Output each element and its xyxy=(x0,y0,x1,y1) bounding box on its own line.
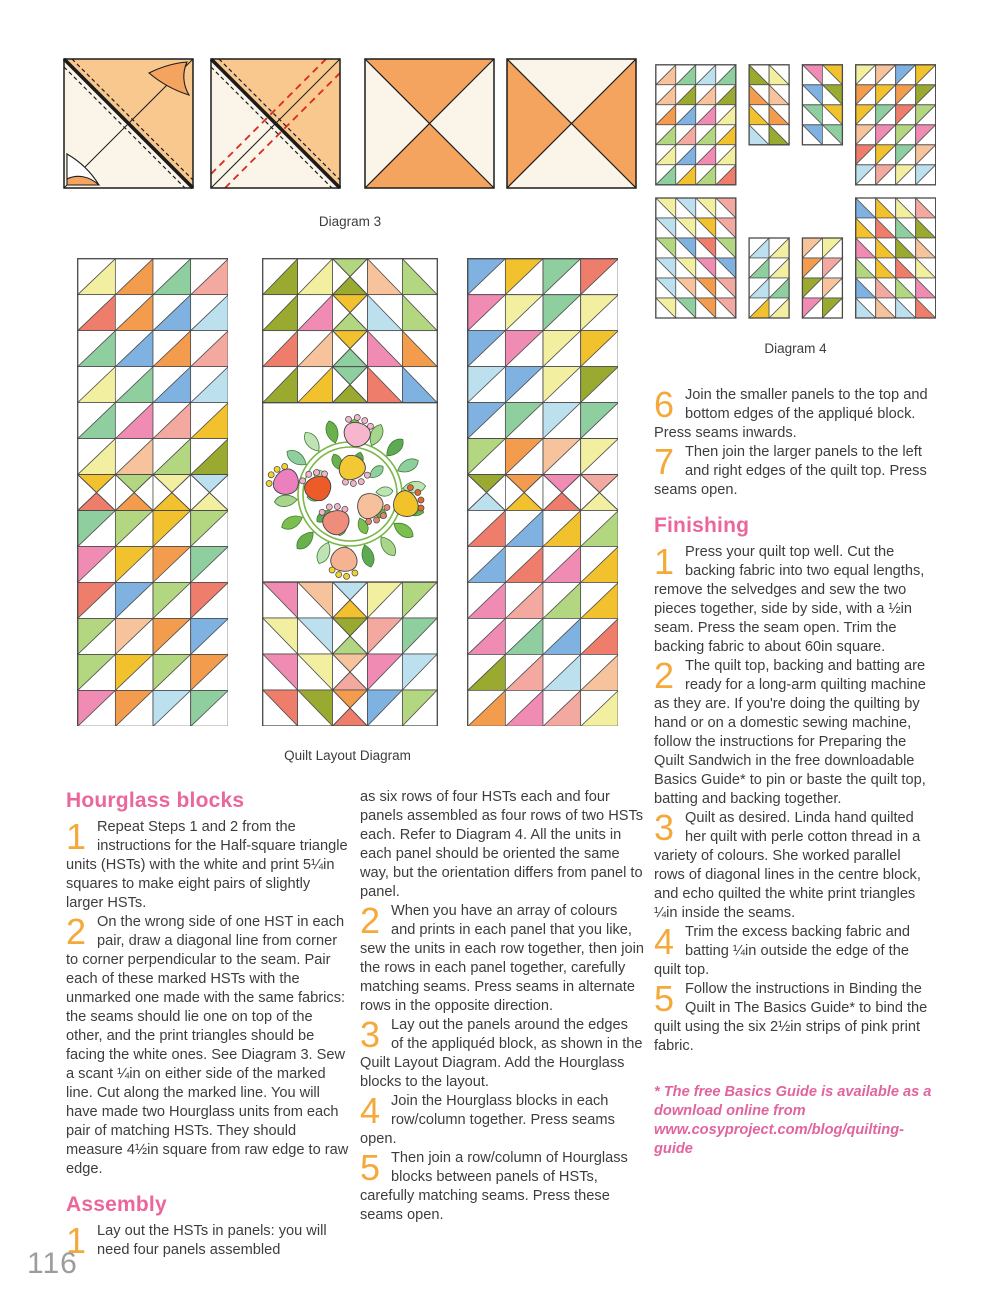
step-number: 7 xyxy=(654,441,675,482)
diagram4-panel-layout xyxy=(655,64,936,319)
instruction-step xyxy=(66,913,350,1179)
section-heading: Hourglass blocks xyxy=(66,789,245,812)
text-column-2 xyxy=(360,788,644,1225)
diagram3-caption: Diagram 3 xyxy=(318,214,382,229)
step-number: 2 xyxy=(654,655,675,696)
step-number: 1 xyxy=(66,816,87,857)
quilt-layout-middle-column xyxy=(262,258,438,726)
step-text: Then join the larger panels to the left and right edges of the quilt top. Press seams open. xyxy=(654,444,927,498)
step-text: Press your quilt top well. Cut the backing fabric into two equal lengths, remove the selvedges and sew the two pieces together, side by side, with a ½in seam. Press the seam open. Trim the backing fabric to about 60in square. xyxy=(654,544,925,655)
quilt-layout-left-column xyxy=(77,258,228,726)
instruction-step xyxy=(654,443,934,500)
step-number: 5 xyxy=(360,1147,381,1188)
step-text: Then join a row/column of Hourglass blocks between panels of HSTs, carefully matching seams. Press these seams open. xyxy=(360,1150,628,1223)
diagram4-panel-bottom-mid-left xyxy=(749,238,789,318)
text-column-3 xyxy=(654,386,934,1174)
instruction-step xyxy=(360,1016,644,1092)
quilt-layout-caption: Quilt Layout Diagram xyxy=(284,748,411,763)
instruction-step xyxy=(654,386,934,443)
step-number: 6 xyxy=(654,384,675,425)
diagram4-panel-top-mid-right xyxy=(802,65,842,145)
step-text: Join the smaller panels to the top and bottom edges of the appliqué block. Press seams inwards. xyxy=(654,387,928,441)
instruction-step xyxy=(66,818,350,913)
step-text: Lay out the HSTs in panels: you will need four panels assembled xyxy=(97,1223,327,1258)
quilt-side-panel xyxy=(78,259,228,726)
continued-paragraph: as six rows of four HSTs each and four panels assembled as four rows of two HSTs each. Refer to Diagram 4. All the units in each panel should be oriented the same way, but the orientation differs from panel to panel. xyxy=(360,789,644,900)
step-number: 2 xyxy=(66,911,87,952)
step-number: 3 xyxy=(654,807,675,848)
diagram4-panel-top-right xyxy=(856,65,936,185)
diagram3-hourglass-square-vertical xyxy=(364,58,495,189)
instruction-step xyxy=(654,980,934,1056)
instruction-step xyxy=(360,902,644,1016)
quilt-middle-bottom-panel xyxy=(263,582,438,726)
step-text: Lay out the panels around the edges of the appliquéd block, as shown in the Quilt Layout Diagram. Add the Hourglass blocks to the layout. xyxy=(360,1017,643,1090)
flower-berry-dot xyxy=(335,571,342,578)
step-text: Join the Hourglass blocks in each row/column together. Press seams open. xyxy=(360,1093,615,1147)
step-number: 1 xyxy=(654,541,675,582)
step-number: 1 xyxy=(66,1220,87,1261)
flower-berry-dot xyxy=(352,570,359,577)
step-text: On the wrong side of one HST in each pair, draw a diagonal line from corner to corner perpendicular to the seam. Pair each of these marked HSTs with the unmarked one made with the same fabrics: the seams should lie one on top of the other, and the print triangles should be facing the white ones. See Diagram 3. Sew a scant ¼in on either side of the marked line. Cut along the marked line. You will have made two Hourglass units from each pair of matching HSTs. They should measure 4½in square from raw edge to raw edge. xyxy=(66,914,349,1177)
step-number: 5 xyxy=(654,978,675,1019)
quilt-middle-top-panel xyxy=(263,259,438,403)
instruction-step xyxy=(654,657,934,809)
diagram3-folded-hst-square xyxy=(63,58,194,189)
text-column-1 xyxy=(66,788,350,1260)
step-text: Quilt as desired. Linda hand quilted her quilt with perle cotton thread in a variety of colours. She worked parallel rows of diagonal lines in the centre block, and echo quilted the white print triangles ¼in inside the seams. xyxy=(654,810,921,921)
section-heading: Assembly xyxy=(66,1193,167,1216)
step-text: Repeat Steps 1 and 2 from the instructions for the Half-square triangle units (HSTs) with the white and print 5¼in squares to make eight pairs of slightly larger HSTs. xyxy=(66,819,348,911)
page-number: 116 xyxy=(27,1247,78,1280)
step-number: 4 xyxy=(360,1090,381,1131)
diagram4-panel-bottom-left xyxy=(656,198,736,318)
footnote: * The free Basics Guide is available as a download online from www.cosyproject.com/blog/quilting-guide xyxy=(654,1084,932,1157)
diagram3-marked-hst-square xyxy=(210,58,341,189)
quilt-side-panel xyxy=(468,259,618,726)
step-text: Trim the excess backing fabric and batting ¼in outside the edge of the quilt top. xyxy=(654,924,910,978)
quilt-layout-right-column xyxy=(467,258,618,726)
applique-centre-block xyxy=(262,403,437,582)
instruction-step xyxy=(360,1149,644,1225)
instruction-step xyxy=(654,809,934,923)
diagram4-panel-bottom-mid-right xyxy=(802,238,842,318)
diagram4-caption: Diagram 4 xyxy=(764,341,827,356)
instruction-step xyxy=(360,1092,644,1149)
section-heading: Finishing xyxy=(654,514,750,537)
instruction-step xyxy=(654,543,934,657)
instruction-step xyxy=(654,923,934,980)
step-text: The quilt top, backing and batting are ready for a long-arm quilting machine as they are. If you're doing the quilting by hand or on a domestic sewing machine, follow the instructions for Preparing the Quilt Sandwich in the free downloadable Basics Guide* to pin or baste the quilt top, batting and backing together. xyxy=(654,658,926,807)
step-number: 3 xyxy=(360,1014,381,1055)
step-text: When you have an array of colours and prints in each panel that you like, sew the units in each row together, then join the rows in each panel together, carefully matching seams. Press seams in alternate rows in the opposite direction. xyxy=(360,903,644,1014)
diagram4-panel-top-left xyxy=(656,65,736,185)
flower-berry-dot xyxy=(329,567,336,574)
step-text: Follow the instructions in Binding the Quilt in The Basics Guide* to bind the quilt using the six 2½in strips of pink print fabric. xyxy=(654,981,928,1054)
flower-berry-dot xyxy=(343,573,350,580)
instruction-step xyxy=(66,1222,350,1260)
diagram3-hourglass-square-horizontal xyxy=(506,58,637,189)
step-number: 4 xyxy=(654,921,675,962)
step-number: 2 xyxy=(360,900,381,941)
diagram4-panel-top-mid-left xyxy=(749,65,789,145)
diagram4-panel-bottom-right xyxy=(856,198,936,318)
